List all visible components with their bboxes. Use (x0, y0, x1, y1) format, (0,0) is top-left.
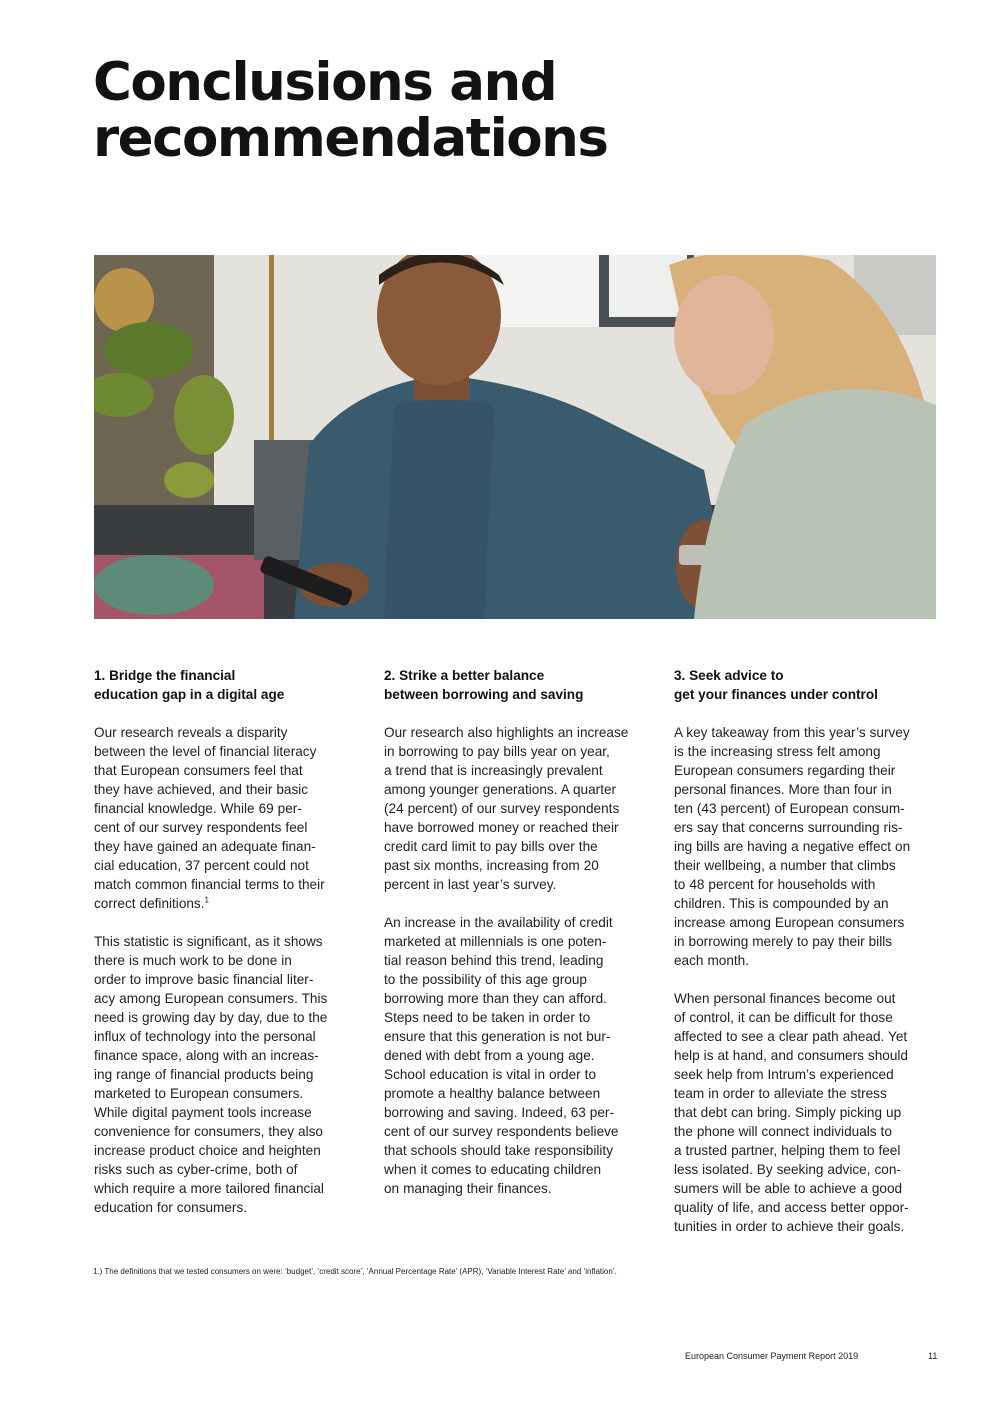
body-paragraph (384, 723, 646, 894)
text-line: dened with debt from a young age. (384, 1048, 595, 1063)
text-line: A key takeaway from this year’s survey (674, 725, 910, 740)
text-line: their wellbeing, a number that climbs (674, 858, 896, 873)
text-line: This statistic is significant, as it shows (94, 934, 323, 949)
text-line: European consumers regarding their (674, 763, 896, 778)
text-line: they have gained an adequate finan- (94, 839, 316, 854)
footer-report-title: European Consumer Payment Report 2019 (685, 1351, 859, 1361)
text-line: need is growing day by day, due to the (94, 1010, 328, 1025)
text-line: cent of our survey respondents believe (384, 1124, 619, 1139)
text-line: (24 percent) of our survey respondents (384, 801, 620, 816)
column-heading (674, 666, 936, 704)
text-line: less isolated. By seeking advice, con- (674, 1162, 901, 1177)
text-line: When personal finances become out (674, 991, 896, 1006)
hero-photo-illustration (94, 255, 936, 619)
text-line: among younger generations. A quarter (384, 782, 617, 797)
text-line: ten (43 percent) of European consum- (674, 801, 905, 816)
text-line: percent in last year’s survey. (384, 877, 557, 892)
text-line: that schools should take responsibility (384, 1143, 613, 1158)
text-line: correct definitions. (94, 896, 205, 911)
text-line: the phone will connect individuals to (674, 1124, 892, 1139)
text-line: finance space, along with an increas- (94, 1048, 319, 1063)
text-line: marketed at millennials is one poten- (384, 934, 607, 949)
text-line: affected to see a clear path ahead. Yet (674, 1029, 908, 1044)
text-line: An increase in the availability of credit (384, 915, 613, 930)
text-line: financial knowledge. While 69 per- (94, 801, 302, 816)
text-line: match common financial terms to their (94, 877, 325, 892)
text-line: that debt can bring. Simply picking up (674, 1105, 902, 1120)
text-line: of control, it can be difficult for those (674, 1010, 893, 1025)
body-paragraph (674, 989, 936, 1236)
text-line: cent of our survey respondents feel (94, 820, 308, 835)
text-line: between the level of financial literacy (94, 744, 317, 759)
text-line: Steps need to be taken in order to (384, 1010, 591, 1025)
page-title-line-1: Conclusions and (93, 52, 557, 113)
text-line: While digital payment tools increase (94, 1105, 312, 1120)
text-line: in borrowing to pay bills year on year, (384, 744, 610, 759)
body-paragraph (94, 723, 356, 913)
text-line: School education is vital in order to (384, 1067, 597, 1082)
page-number: 11 (928, 1351, 938, 1361)
text-line: cial education, 37 percent could not (94, 858, 309, 873)
column-heading-line: between borrowing and saving (384, 687, 584, 702)
text-line-with-footnote (94, 894, 356, 913)
text-line: each month. (674, 953, 750, 968)
column-heading-line: 1. Bridge the financial (94, 668, 236, 683)
hero-photo (94, 255, 936, 619)
column-heading (94, 666, 356, 704)
text-line: marketed to European consumers. (94, 1086, 304, 1101)
text-line: borrowing more than they can afford. (384, 991, 607, 1006)
text-line: children. This is compounded by an (674, 896, 889, 911)
text-line: ers say that concerns surrounding ris- (674, 820, 903, 835)
text-line: that European consumers feel that (94, 763, 303, 778)
text-line: Our research also highlights an increase (384, 725, 629, 740)
text-line: a trend that is increasingly prevalent (384, 763, 603, 778)
text-line: risks such as cyber-crime, both of (94, 1162, 298, 1177)
text-line: personal finances. More than four in (674, 782, 892, 797)
text-line: to the possibility of this age group (384, 972, 587, 987)
page-title (93, 52, 608, 169)
text-line: education for consumers. (94, 1200, 248, 1215)
column-heading (384, 666, 646, 704)
column-balance-borrowing-saving (384, 666, 646, 1217)
text-line: in borrowing merely to pay their bills (674, 934, 893, 949)
text-line: ing range of financial products being (94, 1067, 314, 1082)
text-line: is the increasing stress felt among (674, 744, 881, 759)
column-bridge-education-gap (94, 666, 356, 1236)
text-line: which require a more tailored financial (94, 1181, 324, 1196)
text-line: credit card limit to pay bills over the (384, 839, 598, 854)
body-paragraph (384, 913, 646, 1198)
column-heading-line: education gap in a digital age (94, 687, 285, 702)
text-line: tial reason behind this trend, leading (384, 953, 604, 968)
text-line: Our research reveals a disparity (94, 725, 288, 740)
body-paragraph (674, 723, 936, 970)
text-line: tunities in order to achieve their goals. (674, 1219, 905, 1234)
text-line: promote a healthy balance between (384, 1086, 601, 1101)
column-heading-line: 2. Strike a better balance (384, 668, 545, 683)
text-line: have borrowed money or reached their (384, 820, 619, 835)
text-line: quality of life, and access better oppor- (674, 1200, 909, 1215)
text-line: borrowing and saving. Indeed, 63 per- (384, 1105, 614, 1120)
text-line: team in order to alleviate the stress (674, 1086, 887, 1101)
text-line: a trusted partner, helping them to feel (674, 1143, 901, 1158)
footnote: 1.) The definitions that we tested consumers on were: ‘budget’, ‘credit score’, ‘Annual Percentage Rate’ (APR), ‘Variable Interest Rate’ and ‘inflation’. (93, 1267, 617, 1276)
text-line: ing bills are having a negative effect on (674, 839, 911, 854)
text-line: when it comes to educating children (384, 1162, 602, 1177)
text-line: increase among European consumers (674, 915, 905, 930)
text-line: seek help from Intrum’s experienced (674, 1067, 894, 1082)
text-line: there is much work to be done in (94, 953, 292, 968)
text-line: they have achieved, and their basic (94, 782, 309, 797)
text-line: acy among European consumers. This (94, 991, 328, 1006)
text-line: increase product choice and heighten (94, 1143, 321, 1158)
column-heading-line: get your finances under control (674, 687, 878, 702)
column-heading-line: 3. Seek advice to (674, 668, 784, 683)
text-line: past six months, increasing from 20 (384, 858, 599, 873)
page-title-line-2: recommendations (93, 108, 608, 169)
text-line: influx of technology into the personal (94, 1029, 316, 1044)
text-line: sumers will be able to achieve a good (674, 1181, 903, 1196)
body-paragraph (94, 932, 356, 1217)
column-seek-advice (674, 666, 936, 1255)
text-line: order to improve basic financial liter- (94, 972, 314, 987)
text-line: help is at hand, and consumers should (674, 1048, 908, 1063)
text-line: ensure that this generation is not bur- (384, 1029, 611, 1044)
text-line: convenience for consumers, they also (94, 1124, 323, 1139)
text-line: on managing their finances. (384, 1181, 552, 1196)
footnote-reference: 1 (204, 895, 209, 905)
text-line: to 48 percent for households with (674, 877, 876, 892)
